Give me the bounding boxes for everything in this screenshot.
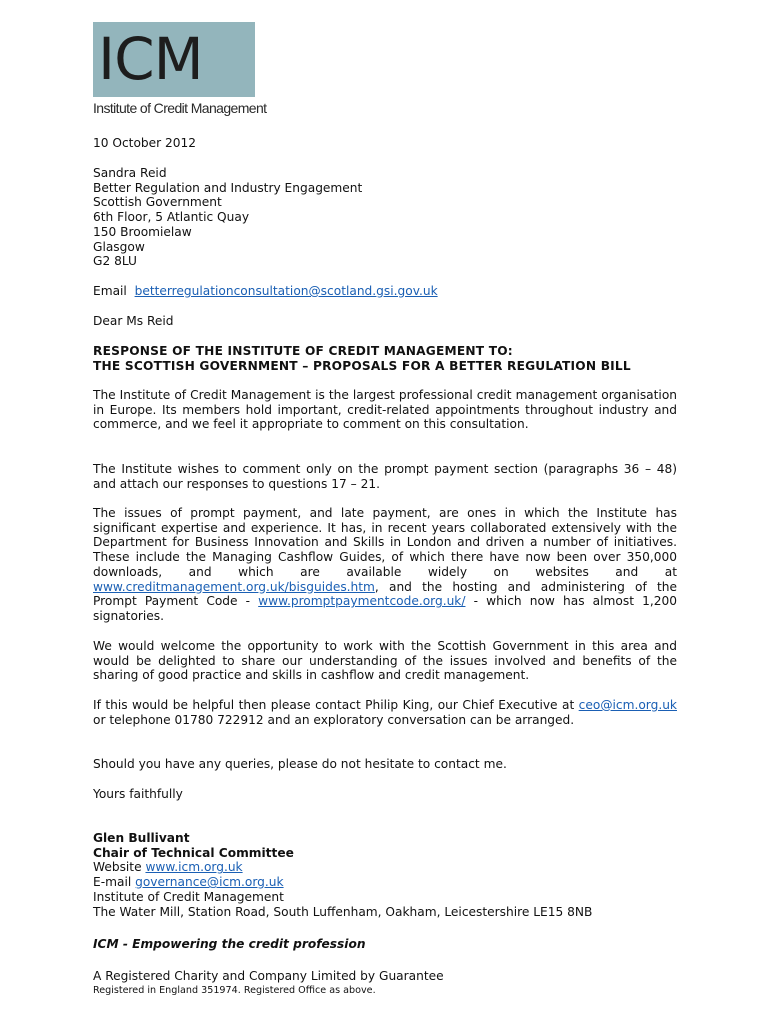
icm-logo xyxy=(93,22,267,116)
website-label: Website xyxy=(93,860,142,875)
signatory-title: Chair of Technical Committee xyxy=(93,845,294,860)
salutation: Dear Ms Reid xyxy=(93,314,174,328)
signature-email xyxy=(93,875,677,890)
recipient-line: Scottish Government xyxy=(93,195,222,210)
paragraph-contact xyxy=(93,698,677,727)
signature-address: The Water Mill, Station Road, South Luffenham, Oakham, Leicestershire LE15 8NB xyxy=(93,904,593,919)
prompt-payment-code-link[interactable]: www.promptpaymentcode.org.uk/ xyxy=(258,594,466,609)
recipient-address xyxy=(93,166,677,269)
paragraph-queries: Should you have any queries, please do not hesitate to contact me. xyxy=(93,757,507,771)
signatory-name: Glen Bullivant xyxy=(93,831,190,845)
recipient-line: 6th Floor, 5 Atlantic Quay xyxy=(93,210,250,225)
heading-line-1: RESPONSE OF THE INSTITUTE OF CREDIT MANAGEMENT TO: xyxy=(93,344,513,358)
tagline: ICM - Empowering the credit profession xyxy=(93,937,366,951)
heading-line-2: THE SCOTTISH GOVERNMENT – PROPOSALS FOR A BETTER REGULATION BILL xyxy=(93,358,631,373)
paragraph-text: The issues of prompt payment, and late payment, are ones in which the Institute has significant expertise and experience. It has, in recent years collaborated extensively with the Department for Business Innovation and Skills in London and driven a number of initiatives. These include the Managing Cashflow Guides, of which there have now been over 350,000 downloads, and which are available widely on websites and at xyxy=(93,506,677,579)
recipient-email-link[interactable]: betterregulationconsultation@scotland.gsi.gov.uk xyxy=(134,284,438,298)
paragraph-text: or telephone 01780 722912 and an exploratory conversation can be arranged. xyxy=(93,712,575,727)
closing: Yours faithfully xyxy=(93,787,183,801)
footer-charity: A Registered Charity and Company Limited by Guarantee xyxy=(93,969,444,983)
email-label: Email xyxy=(93,284,127,298)
email-label: E-mail xyxy=(93,875,132,890)
logo-mark: ICM xyxy=(93,22,255,97)
paragraph-text: - which now has almost 1,200 signatories. xyxy=(93,594,677,623)
footer-registered: Registered in England 351974. Registered Office as above. xyxy=(93,985,376,996)
signature-block xyxy=(93,831,677,919)
bisguides-link[interactable]: www.creditmanagement.org.uk/bisguides.htm xyxy=(93,579,375,594)
paragraph-expertise xyxy=(93,506,677,624)
recipient-line: Sandra Reid xyxy=(93,166,167,180)
logo-subtitle: Institute of Credit Management xyxy=(93,100,267,116)
recipient-line: Glasgow xyxy=(93,239,145,254)
recipient-line: G2 8LU xyxy=(93,254,137,269)
paragraph-text: If this would be helpful then please contact Philip King, our Chief Executive at xyxy=(93,698,579,712)
letter-date: 10 October 2012 xyxy=(93,136,197,150)
ceo-email-link[interactable]: ceo@icm.org.uk xyxy=(578,698,677,712)
recipient-email xyxy=(93,284,677,299)
signature-website xyxy=(93,860,677,875)
governance-email-link[interactable]: governance@icm.org.uk xyxy=(135,875,284,890)
paragraph-intro: The Institute of Credit Management is the largest professional credit management organisation in Europe. Its members hold important, credit-related appointments throughout industry and commerce, and we feel it appropriate to comment on this consultation. xyxy=(93,388,677,432)
paragraph-scope: The Institute wishes to comment only on the prompt payment section (paragraphs 36 – 48) and attach our responses to questions 17 – 21. xyxy=(93,462,677,491)
letter-heading xyxy=(93,344,677,373)
recipient-line: 150 Broomielaw xyxy=(93,224,192,239)
website-link[interactable]: www.icm.org.uk xyxy=(145,860,243,875)
recipient-line: Better Regulation and Industry Engagement xyxy=(93,180,363,195)
paragraph-text: , and the hosting and administering of the Prompt Payment Code - xyxy=(93,579,677,609)
signature-org: Institute of Credit Management xyxy=(93,889,284,904)
paragraph-welcome: We would welcome the opportunity to work with the Scottish Government in this area and would be delighted to share our understanding of the issues involved and benefits of the sharing of good practice and skills in cashflow and credit management. xyxy=(93,639,677,683)
